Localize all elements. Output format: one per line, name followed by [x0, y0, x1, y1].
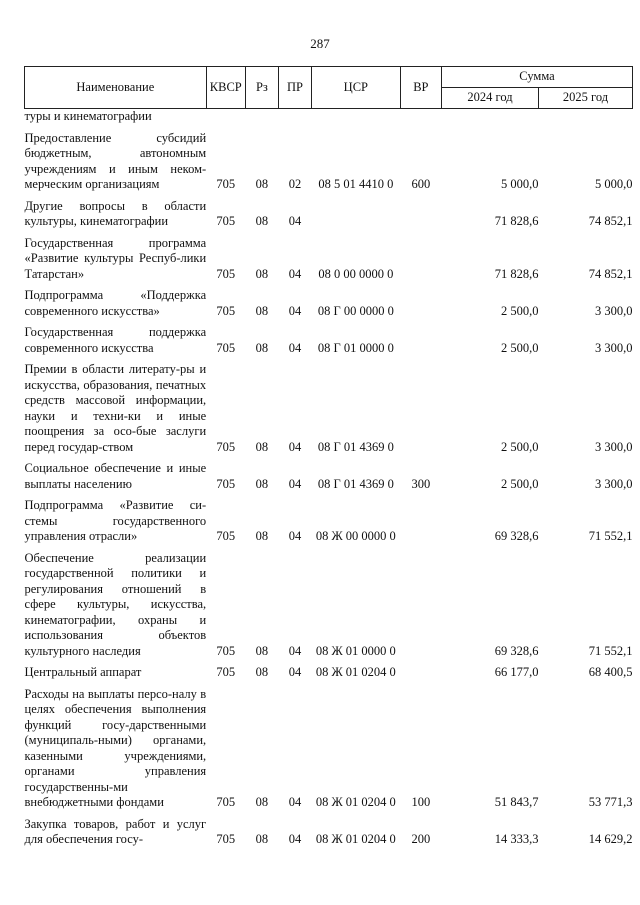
header-2024: 2024 год [442, 88, 539, 109]
cell-vr: 100 [411, 795, 431, 809]
cell-name: Центральный аппарат [24, 665, 142, 679]
table-row [25, 285, 633, 322]
cell-kvsr: 705 [216, 439, 236, 454]
table-row [25, 548, 633, 663]
cell-vr: 300 [411, 476, 431, 491]
cell-kvsr [206, 109, 245, 128]
table-row [25, 662, 633, 684]
cell-pr: 04 [288, 529, 302, 543]
cell-y2024: 2 500,0 [501, 303, 539, 318]
cell-name: туры и кинематографии [24, 109, 152, 123]
table-header [25, 67, 633, 109]
cell-y2024: 2 500,0 [501, 340, 539, 355]
cell-name: Предоставление субсидий бюджетным, автономным учреждениям и иным неком-мерческим организациям [24, 130, 207, 191]
page-number: 287 [310, 36, 330, 51]
table-row [25, 359, 633, 458]
cell-rz: 08 [255, 795, 269, 809]
cell-name: Расходы на выплаты персо-налу в целях обеспечения выполнения функций госу-дарственными (муниципаль-ными) органами, казенными учреждениями, органами управления государственны-ми внебюджетными фондами [24, 686, 207, 809]
cell-vr: 200 [411, 832, 431, 846]
header-sum: Сумма [442, 67, 633, 88]
cell-y2025: 3 300,0 [595, 340, 633, 355]
budget-table [24, 66, 633, 851]
cell-pr: 04 [288, 643, 302, 658]
cell-pr: 02 [288, 177, 302, 191]
table-body [25, 109, 633, 851]
cell-vr [400, 285, 441, 322]
cell-kvsr: 705 [216, 476, 236, 491]
cell-rz: 08 [255, 643, 269, 658]
cell-name: Социальное обеспечение и иные выплаты населению [24, 461, 207, 491]
cell-name: Подпрограмма «Поддержка современного искусства» [24, 288, 207, 318]
cell-y2025: 3 300,0 [595, 476, 633, 491]
cell-pr: 04 [288, 266, 302, 281]
cell-y2024: 69 328,6 [494, 643, 539, 658]
cell-rz: 08 [255, 529, 269, 543]
cell-pr: 04 [288, 665, 302, 679]
cell-kvsr: 705 [216, 303, 236, 318]
cell-csr: 08 Г 01 0000 0 [317, 340, 394, 355]
cell-csr: 08 Г 01 4369 0 [317, 476, 394, 491]
cell-y2024: 2 500,0 [501, 476, 539, 491]
cell-y2025: 3 300,0 [595, 303, 633, 318]
cell-y2025 [539, 109, 633, 128]
cell-csr: 08 Ж 01 0000 0 [315, 643, 396, 658]
cell-kvsr: 705 [216, 529, 236, 543]
table-row [25, 495, 633, 548]
cell-vr [400, 359, 441, 458]
cell-vr [400, 109, 441, 128]
cell-csr: 08 0 00 0000 0 [318, 266, 394, 281]
cell-name: Премии в области литерату-ры и искусства, образования, печатных средств массовой информации, науки и техни-ки и иные поощрения за осо-бые заслуги перед государ-ством [24, 362, 207, 454]
cell-kvsr: 705 [216, 665, 236, 679]
cell-kvsr: 705 [216, 340, 236, 355]
cell-rz: 08 [255, 177, 269, 191]
cell-csr: 08 Ж 01 0204 0 [315, 795, 396, 809]
cell-pr: 04 [288, 832, 302, 846]
cell-vr [400, 548, 441, 663]
header-kvsr: КВСР [206, 67, 245, 109]
cell-pr: 04 [288, 340, 302, 355]
table-row [25, 128, 633, 196]
header-csr: ЦСР [311, 67, 400, 109]
cell-y2025: 14 629,2 [588, 832, 633, 846]
cell-kvsr: 705 [216, 266, 236, 281]
table-row [25, 322, 633, 359]
cell-y2024: 71 828,6 [494, 266, 539, 281]
cell-name: Другие вопросы в области культуры, кинематографии [24, 198, 207, 228]
table-row [25, 233, 633, 286]
cell-y2024: 5 000,0 [501, 177, 539, 191]
cell-vr [400, 196, 441, 233]
table-row [25, 109, 633, 128]
cell-rz: 08 [255, 266, 269, 281]
cell-y2025: 74 852,1 [588, 266, 633, 281]
header-name: Наименование [25, 67, 207, 109]
cell-rz: 08 [255, 439, 269, 454]
cell-y2025: 3 300,0 [595, 439, 633, 454]
cell-name: Обеспечение реализации государственной политики и регулирования отношений в сфере культуры, искусства, кинематографии, охраны и использования объектов культурного наследия [24, 550, 207, 658]
cell-y2024: 69 328,6 [494, 529, 539, 543]
header-vr: ВР [400, 67, 441, 109]
cell-pr: 04 [288, 439, 302, 454]
cell-y2025: 5 000,0 [595, 177, 633, 191]
cell-y2024: 71 828,6 [494, 214, 539, 228]
cell-rz: 08 [255, 214, 269, 228]
cell-y2024 [442, 109, 539, 128]
cell-pr: 04 [288, 214, 302, 228]
cell-pr: 04 [288, 476, 302, 491]
cell-y2024: 51 843,7 [494, 795, 539, 809]
cell-vr [400, 233, 441, 286]
table-row [25, 814, 633, 851]
cell-y2025: 53 771,3 [588, 795, 633, 809]
cell-csr: 08 Ж 01 0204 0 [315, 665, 396, 679]
cell-y2024: 2 500,0 [501, 439, 539, 454]
cell-vr [400, 662, 441, 684]
cell-y2025: 68 400,5 [588, 665, 633, 679]
header-2025: 2025 год [539, 88, 633, 109]
cell-kvsr: 705 [216, 795, 236, 809]
cell-kvsr: 705 [216, 643, 236, 658]
cell-kvsr: 705 [216, 214, 236, 228]
cell-rz: 08 [255, 340, 269, 355]
cell-csr [311, 109, 400, 128]
cell-rz: 08 [255, 303, 269, 318]
cell-vr: 600 [411, 177, 431, 191]
cell-csr: 08 5 01 4410 0 [318, 177, 394, 191]
cell-y2024: 14 333,3 [494, 832, 539, 846]
cell-y2025: 71 552,1 [588, 529, 633, 543]
cell-y2024: 66 177,0 [494, 665, 539, 679]
cell-y2025: 71 552,1 [588, 643, 633, 658]
cell-y2025: 74 852,1 [588, 214, 633, 228]
cell-rz [245, 109, 278, 128]
table-row [25, 458, 633, 495]
cell-name: Государственная программа «Развитие культуры Респуб-лики Татарстан» [24, 235, 207, 281]
cell-pr [278, 109, 311, 128]
cell-vr [400, 495, 441, 548]
cell-pr: 04 [288, 795, 302, 809]
header-pr: ПР [278, 67, 311, 109]
cell-rz: 08 [255, 832, 269, 846]
cell-vr [400, 322, 441, 359]
cell-csr: 08 Г 01 4369 0 [317, 439, 394, 454]
cell-pr: 04 [288, 303, 302, 318]
cell-csr: 08 Ж 00 0000 0 [315, 529, 396, 543]
cell-kvsr: 705 [216, 177, 236, 191]
table-row [25, 196, 633, 233]
cell-csr: 08 Г 00 0000 0 [317, 303, 394, 318]
cell-rz: 08 [255, 476, 269, 491]
table-row [25, 684, 633, 814]
cell-name: Подпрограмма «Развитие си-стемы государственного управления отрасли» [24, 498, 207, 543]
cell-rz: 08 [255, 665, 269, 679]
cell-name: Государственная поддержка современного искусства [24, 325, 207, 355]
cell-kvsr: 705 [216, 832, 236, 846]
header-rz: Рз [245, 67, 278, 109]
cell-csr [311, 196, 400, 233]
cell-name: Закупка товаров, работ и услуг для обеспечения госу- [24, 816, 207, 846]
cell-csr: 08 Ж 01 0204 0 [315, 832, 396, 846]
